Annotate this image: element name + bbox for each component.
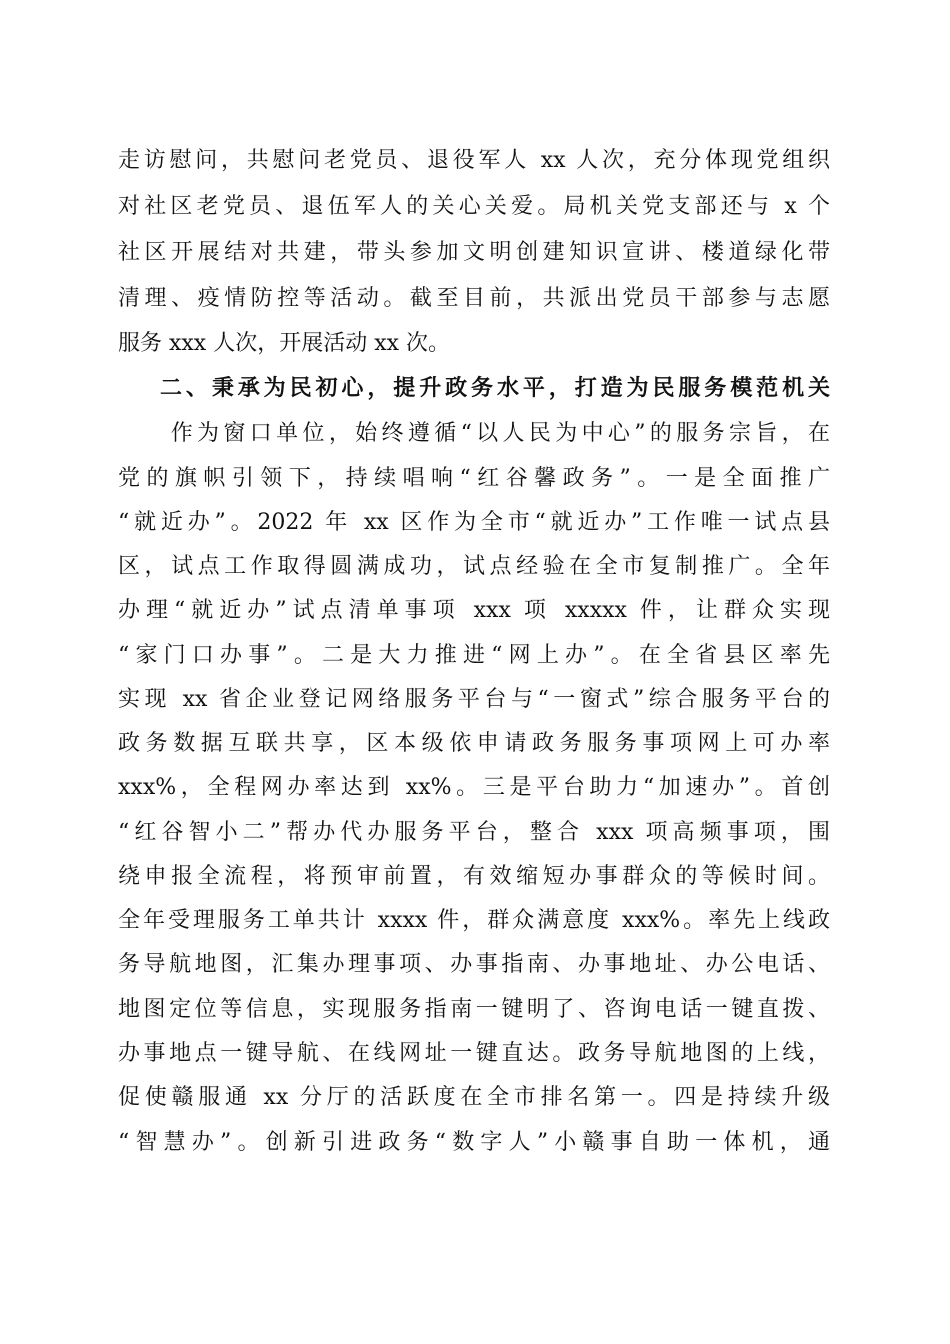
paragraph-line: 党的旗帜引领下，持续唱响“红谷馨政务”。一是全面推广 [118, 466, 830, 491]
paragraph-line: 区，试点工作取得圆满成功，试点经验在全市复制推广。全年 [118, 554, 830, 579]
paragraph-line: 务导航地图，汇集办理事项、办事指南、办事地址、办公电话、 [118, 952, 830, 977]
paragraph-line: 全年受理服务工单共计 xxxx 件，群众满意度 xxx%。率先上线政 [118, 908, 830, 933]
paragraph-line: 绕申报全流程，将预审前置，有效缩短办事群众的等候时间。 [118, 864, 830, 889]
paragraph-line: xxx%，全程网办率达到 xx%。三是平台助力“加速办”。首创 [118, 775, 830, 800]
paragraph-line: “就近办”。2022 年 xx 区作为全市“就近办”工作唯一试点县 [118, 510, 830, 535]
paragraph-line: 办理“就近办”试点清单事项 xxx 项 xxxxx 件，让群众实现 [118, 598, 830, 623]
paragraph-line: 地图定位等信息，实现服务指南一键明了、咨询电话一键直拨、 [118, 997, 830, 1022]
paragraph-line: 政务数据互联共享，区本级依申请政务服务事项网上可办率 [118, 731, 830, 756]
paragraph-line: 走访慰问，共慰问老党员、退役军人 xx 人次，充分体现党组织 [118, 148, 830, 173]
paragraph-line: 实现 xx 省企业登记网络服务平台与“一窗式”综合服务平台的 [118, 687, 830, 712]
paragraph-line: 对社区老党员、退伍军人的关心关爱。局机关党支部还与 x 个 [118, 194, 830, 219]
paragraph-line: 促使赣服通 xx 分厅的活跃度在全市排名第一。四是持续升级 [118, 1085, 830, 1110]
paragraph-line: “智慧办”。创新引进政务“数字人”小赣事自助一体机，通 [118, 1130, 830, 1155]
paragraph-line: 清理、疫情防控等活动。截至目前，共派出党员干部参与志愿 [118, 286, 830, 311]
paragraph-line: “红谷智小二”帮办代办服务平台，整合 xxx 项高频事项，围 [118, 820, 830, 845]
paragraph-line: 办事地点一键导航、在线网址一键直达。政务导航地图的上线， [118, 1041, 830, 1066]
paragraph-line: 服务 xxx 人次，开展活动 xx 次。 [118, 331, 451, 356]
paragraph-line: “家门口办事”。二是大力推进“网上办”。在全省县区率先 [118, 643, 830, 668]
paragraph-line: 社区开展结对共建，带头参加文明创建知识宣讲、楼道绿化带 [118, 240, 830, 265]
section-heading: 二、秉承为民初心，提升政务水平，打造为民服务模范机关 [160, 376, 830, 401]
paragraph-line: 作为窗口单位，始终遵循“以人民为中心”的服务宗旨，在 [118, 421, 830, 446]
